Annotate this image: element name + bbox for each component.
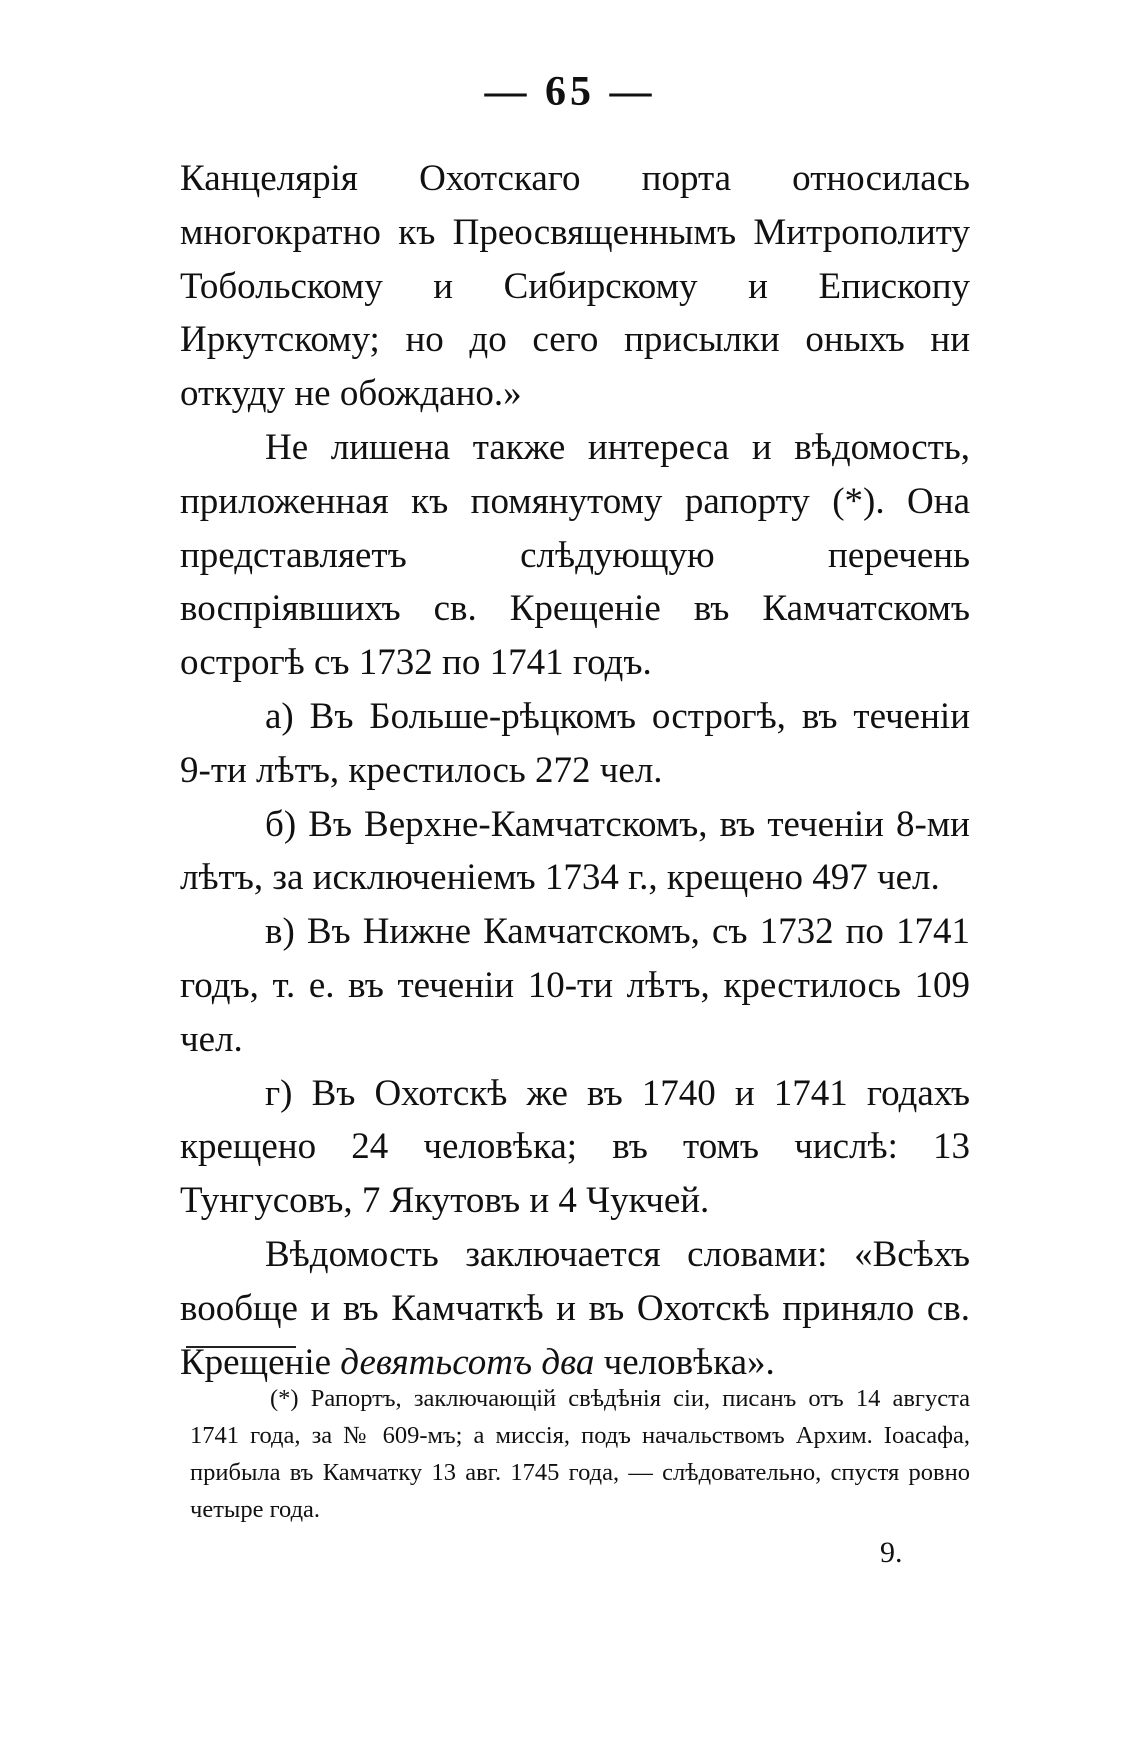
paragraph-text: Не лишена также интереса и вѣдомость, приложенная къ помянутому рапорту (*). Она представляетъ слѣдующую перечень воспріявшихъ св. Крещеніе въ Камчатскомъ острогѣ съ 1732 по 1741 годъ. (180, 426, 970, 684)
signature-mark: 9. (880, 1536, 903, 1569)
paragraph-text: г) Въ Охотскѣ же въ 1740 и 1741 годахъ крещено 24 человѣка; въ томъ числѣ: 13 Тунгусовъ, 7 Якутовъ и 4 Чукчей. (180, 1072, 970, 1222)
paragraph (180, 1067, 970, 1228)
paragraph (180, 421, 970, 690)
paragraph-text: а) Въ Больше-рѣцкомъ острогѣ, въ теченіи 9-ти лѣтъ, крестилось 272 чел. (180, 695, 970, 791)
paragraph-text: человѣка». (594, 1341, 775, 1383)
paragraph-text: Канцелярія Охотскаго порта относилась многократно къ Преосвященнымъ Митрополиту Тобольскому и Сибирскому и Епископу Иркутскому; но до сего присылки оныхъ ни откуду не обождано.» (180, 158, 970, 415)
paragraph (180, 1228, 970, 1389)
paragraph-text: в) Въ Нижне Камчатскомъ, съ 1732 по 1741 годъ, т. е. въ теченіи 10-ти лѣтъ, крестилось 109 чел. (180, 911, 970, 1060)
paragraph (180, 152, 970, 421)
footnote: (*) Рапортъ, заключающій свѣдѣнія сіи, писанъ отъ 14 августа 1741 года, за № 609-мъ; а миссія, подъ начальствомъ Архим. Іоасафа, прибыла въ Камчатку 13 авг. 1745 года, — слѣдовательно, спустя ровно четыре года. (190, 1385, 970, 1523)
paragraph (180, 690, 970, 798)
italic-phrase: девятьсотъ два (340, 1341, 595, 1383)
footnote-divider (186, 1346, 296, 1348)
main-text (180, 152, 970, 1389)
paragraph-text: б) Въ Верхне-Камчатскомъ, въ теченіи 8-ми лѣтъ, за исключеніемъ 1734 г., крещено 497 чел. (180, 803, 970, 899)
paragraph (180, 798, 970, 906)
paragraph (180, 905, 970, 1066)
paragraph-text: Вѣдомость заключается словами: «Всѣхъ вообще и въ Камчаткѣ и въ Охотскѣ приняло св. Крещеніе (180, 1233, 970, 1383)
page-number: — 65 — (484, 69, 656, 115)
